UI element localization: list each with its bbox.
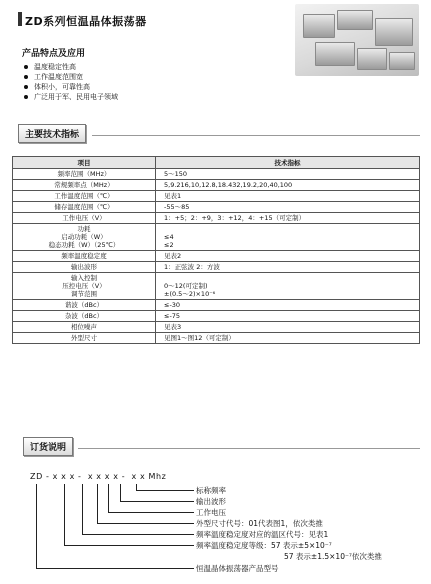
spec-value: 见表3 bbox=[156, 322, 420, 333]
table-row bbox=[13, 273, 420, 300]
spec-value: ≤-75 bbox=[156, 311, 420, 322]
table-row bbox=[13, 251, 420, 262]
section-divider bbox=[78, 448, 420, 449]
spec-value: 5～150 bbox=[156, 169, 420, 180]
order-label: 外型尺寸代号：01代表图1，依次类推 bbox=[196, 519, 323, 528]
spec-value: 0～12(可定制) ±(0.5～2)×10⁻⁶ bbox=[156, 273, 420, 300]
table-row bbox=[13, 202, 420, 213]
bullet-icon bbox=[24, 95, 28, 99]
spec-item: 工作电压（V） bbox=[13, 213, 156, 224]
product-photo bbox=[295, 4, 419, 76]
table-row bbox=[13, 224, 420, 251]
spec-item: 功耗 启动功耗（W） 稳态功耗（W）（25℃） bbox=[13, 224, 156, 251]
column-header: 技术指标 bbox=[156, 157, 420, 169]
spec-value: 1：+5；2：+9，3：+12，4：+15（可定制） bbox=[156, 213, 420, 224]
table-row bbox=[13, 213, 420, 224]
leader-line bbox=[64, 545, 194, 546]
spec-item: 外型尺寸 bbox=[13, 333, 156, 344]
spec-item: 相位噪声 bbox=[13, 322, 156, 333]
features-heading: 产品特点及应用 bbox=[22, 49, 86, 59]
leader-line bbox=[120, 501, 194, 502]
spec-value: 1：正弦波 2：方波 bbox=[156, 262, 420, 273]
table-row bbox=[13, 300, 420, 311]
leader-line bbox=[97, 523, 194, 524]
feature-item: 温度稳定性高 bbox=[22, 62, 118, 72]
table-header-row bbox=[13, 157, 420, 169]
spec-item: 工作温度范围（℃） bbox=[13, 191, 156, 202]
leader-line bbox=[97, 484, 98, 524]
section-divider bbox=[92, 135, 420, 136]
page-title: ZD系列恒温晶体振荡器 bbox=[25, 15, 147, 28]
spec-item: 输出波形 bbox=[13, 262, 156, 273]
spec-item: 杂波（dBc） bbox=[13, 311, 156, 322]
order-label: 恒温晶体振荡器产品型号 bbox=[196, 564, 279, 573]
order-label: 标称频率 bbox=[196, 486, 226, 495]
table-row bbox=[13, 333, 420, 344]
table-row bbox=[13, 191, 420, 202]
spec-value: ≤4 ≤2 bbox=[156, 224, 420, 251]
bullet-icon bbox=[24, 85, 28, 89]
leader-line bbox=[108, 512, 194, 513]
order-label: 频率温度稳定度等级：57 表示±5×10⁻⁷ bbox=[196, 541, 332, 550]
order-label: 工作电压 bbox=[196, 508, 226, 517]
order-label: 输出波形 bbox=[196, 497, 226, 506]
spec-section-title: 主要技术指标 bbox=[18, 124, 86, 143]
table-row bbox=[13, 311, 420, 322]
bullet-icon bbox=[24, 65, 28, 69]
title-accent-bar bbox=[18, 12, 22, 26]
spec-item: 输入控制 压控电压（V） 调节范围 bbox=[13, 273, 156, 300]
feature-item: 广泛用于军、民用电子领域 bbox=[22, 92, 118, 102]
leader-line bbox=[36, 568, 194, 569]
order-code: ZD - x x x - x x x x - x x Mhz bbox=[30, 472, 167, 481]
spec-table bbox=[12, 156, 420, 344]
feature-item: 体积小，可靠性高 bbox=[22, 82, 118, 92]
leader-line bbox=[120, 484, 121, 502]
leader-line bbox=[82, 484, 83, 535]
order-label: 57 表示±1.5×10⁻⁷依次类推 bbox=[284, 552, 382, 561]
spec-item: 频率范围（MHz） bbox=[13, 169, 156, 180]
spec-item: 谐波（dBc） bbox=[13, 300, 156, 311]
table-row bbox=[13, 169, 420, 180]
spec-value: -55～85 bbox=[156, 202, 420, 213]
leader-line bbox=[64, 484, 65, 546]
order-section-title: 订货说明 bbox=[23, 437, 73, 456]
spec-value: 5,9.216,10,12.8,18.432,19.2,20,40,100 bbox=[156, 180, 420, 191]
spec-value: 见图1～图12（可定制） bbox=[156, 333, 420, 344]
features-list bbox=[22, 62, 118, 102]
spec-item: 常规频率点（MHz） bbox=[13, 180, 156, 191]
leader-line bbox=[108, 484, 109, 513]
feature-item: 工作温度范围宽 bbox=[22, 72, 118, 82]
spec-value: ≤-30 bbox=[156, 300, 420, 311]
leader-line bbox=[136, 490, 194, 491]
column-header: 项目 bbox=[13, 157, 156, 169]
spec-item: 储存温度范围（℃） bbox=[13, 202, 156, 213]
bullet-icon bbox=[24, 75, 28, 79]
leader-line bbox=[82, 534, 194, 535]
spec-value: 见表2 bbox=[156, 251, 420, 262]
table-row bbox=[13, 322, 420, 333]
table-row bbox=[13, 262, 420, 273]
table-row bbox=[13, 180, 420, 191]
leader-line bbox=[36, 484, 37, 569]
order-label: 频率温度稳定度对应的温区代号：见表1 bbox=[196, 530, 329, 539]
spec-value: 见表1 bbox=[156, 191, 420, 202]
spec-item: 频率温度稳定度 bbox=[13, 251, 156, 262]
